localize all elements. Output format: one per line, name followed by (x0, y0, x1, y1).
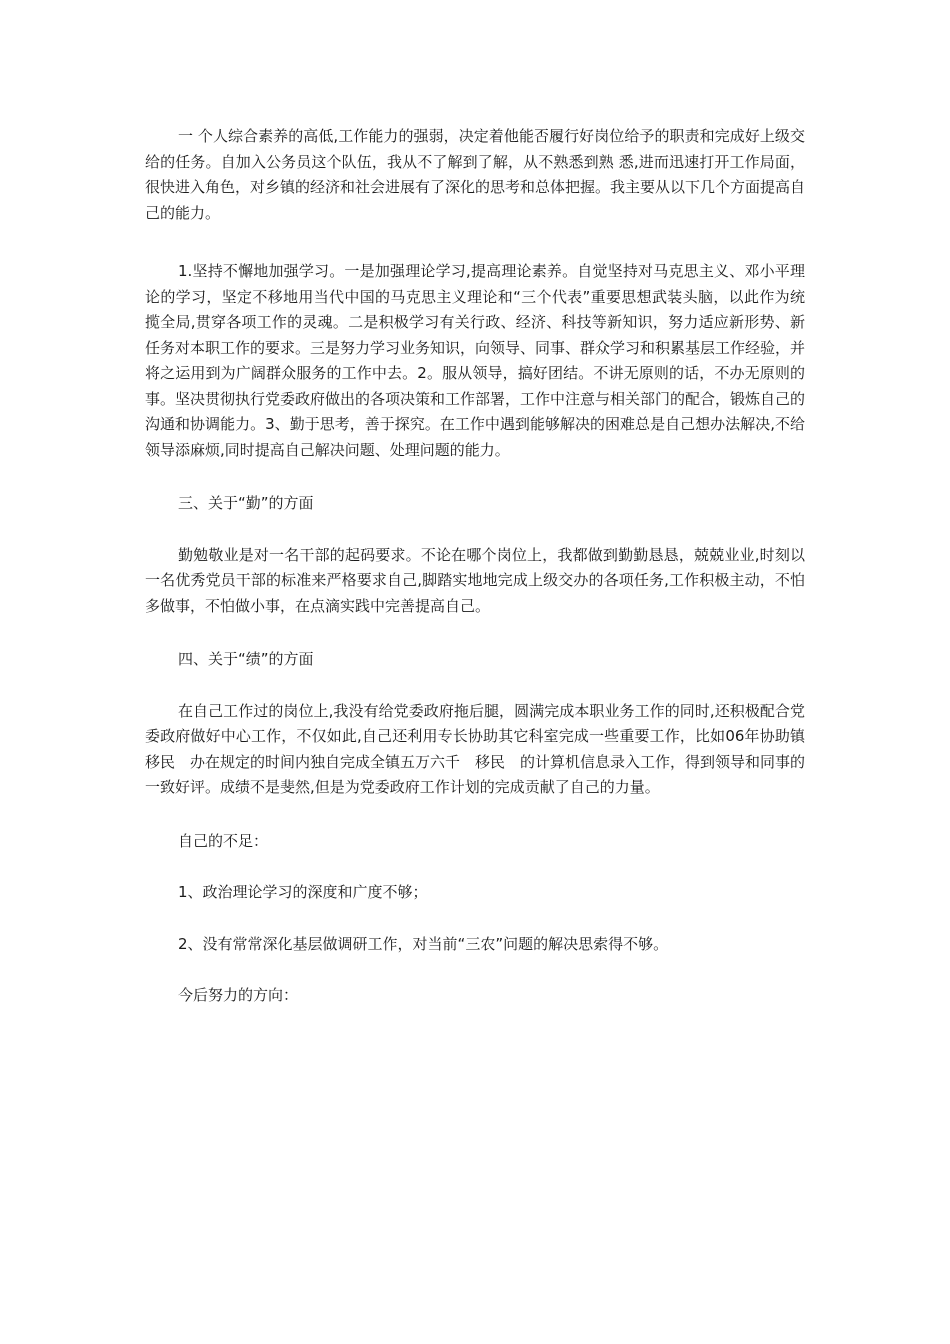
qin-paragraph: 勤勉敬业是对一名干部的起码要求。不论在哪个岗位上，我都做到勤勤恳恳，兢兢业业,时刻以一名优秀党员干部的标准来严格要求自己,脚踏实地地完成上级交办的各项任务,工作积极主动，不怕多做事，不怕做小事，在点滴实践中完善提高自己。 (145, 545, 805, 615)
spacer (145, 801, 805, 829)
section-heading-ji: 四、关于“绩”的方面 (178, 650, 314, 668)
spacer (145, 673, 805, 699)
spacer (145, 619, 805, 647)
ability-paragraph: 1.坚持不懈地加强学习。一是加强理论学习,提高理论素养。自觉坚持对马克思主义、邓小平理论的学习，坚定不移地用当代中国的马克思主义理论和“三个代表”重要思想武装头脑，以此作为统揽全局,贯穿各项工作的灵魂。二是积极学习有关行政、经济、科技等新知识，努力适应新形势、新任务对本职工作的要求。三是努力学习业务知识，向领导、同事、群众学习和积累基层工作经验，并将之运用到为广阔群众服务的工作中去。2。服从领导，搞好团结。不讲无原则的话，不办无原则的事。坚决贯彻执行党委政府做出的各项决策和工作部署，工作中注意与相关部门的配合，锻炼自己的沟通和协调能力。3、勤于思考，善于探究。在工作中遇到能够解决的困难总是自己想办法解决,不给领导添麻烦,同时提高自己解决问题、处理问题的能力。 (145, 262, 806, 459)
shortcoming-item-2: 2、没有常常深化基层做调研工作，对当前“三农”问题的解决思索得不够。 (178, 934, 669, 953)
spacer (145, 226, 805, 259)
spacer (145, 517, 805, 543)
intro-paragraph: 一 个人综合素养的高低,工作能力的强弱，决定着他能否履行好岗位给予的职责和完成好上级交给的任务。自加入公务员这个队伍，我从不了解到了解，从不熟悉到熟 悉,进而迅速打开工作局面，很快进入角色，对乡镇的经济和社会进展有了深化的思考和总体把握。我主要从以下几个方面提高自己的能力。 (145, 127, 806, 222)
ji-paragraph: 在自己工作过的岗位上,我没有给党委政府拖后腿，圆满完成本职业务工作的同时,还积极配合党委政府做好中心工作，不仅如此,自己还利用专长协助其它科室完成一些重要工作，比如06年协助镇 移民 办在规定的时间内独自完成全镇五万六千 移民 的计算机信息录入工作，得到领导和同事的一致好评。成绩不是斐然,但是为党委政府工作计划的完成贡献了自己的力量。 (145, 701, 821, 796)
direction-heading: 今后努力的方向： (178, 986, 299, 1004)
section-heading-qin: 三、关于“勤”的方面 (178, 494, 314, 512)
spacer (145, 906, 805, 932)
spacer (145, 957, 805, 983)
spacer (145, 463, 805, 491)
shortcoming-item-1: 1、政治理论学习的深度和广度不够； (178, 883, 428, 901)
spacer (145, 854, 805, 880)
document-body (145, 124, 821, 1009)
shortcomings-heading: 自己的不足： (178, 831, 269, 850)
